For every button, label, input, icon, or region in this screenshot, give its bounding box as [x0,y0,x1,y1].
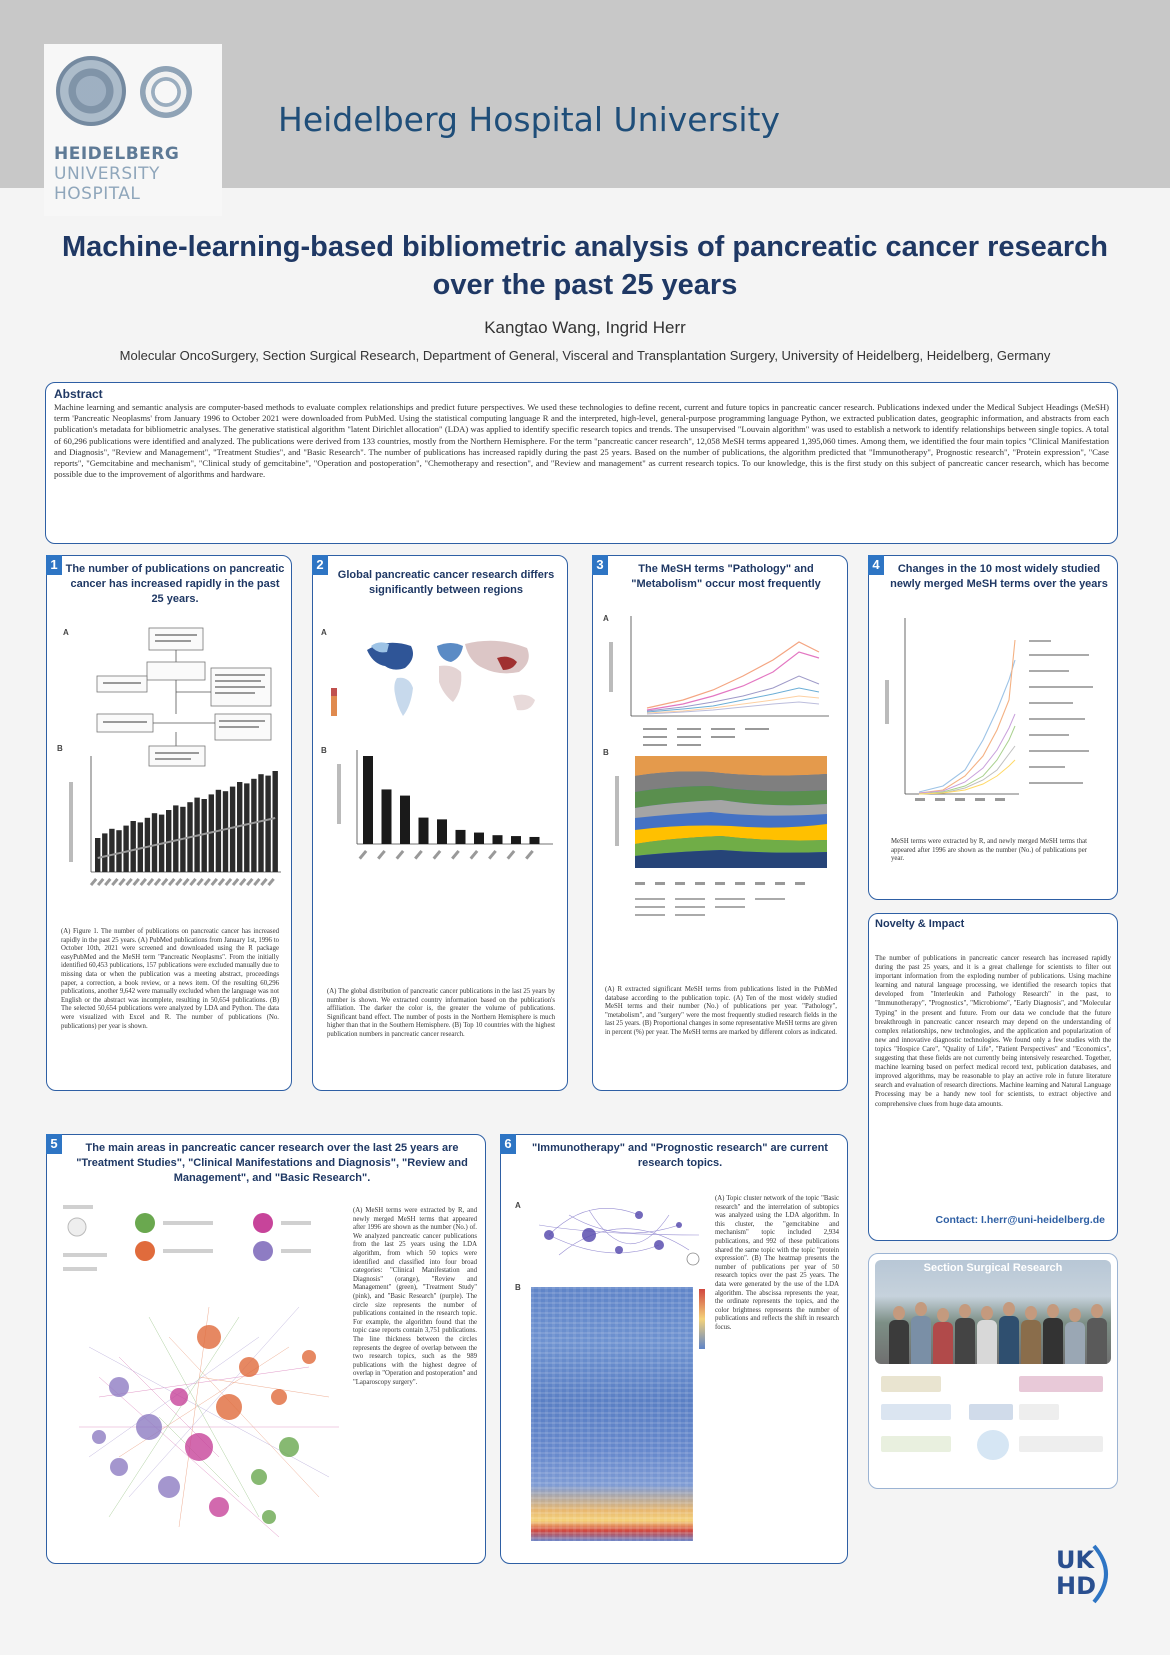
year-tick [90,878,97,886]
abstract-heading: Abstract [54,387,103,401]
group-photo [875,1260,1111,1364]
year-tick [260,878,267,886]
panel-title: The MeSH terms "Pathology" and "Metabolism" occur most frequently [631,563,821,590]
logo-wordmark: HEIDELBERG UNIVERSITY HOSPITAL [54,144,180,204]
sponsor-logo [881,1436,951,1452]
year-tick [253,878,260,886]
sponsor-logo [881,1376,941,1392]
abstract-box [45,382,1118,544]
country-bar [437,819,447,844]
year-bar [244,783,249,872]
year-tick [189,878,196,886]
year-tick [125,878,132,886]
contact-email: Contact: I.herr@uni-heidelberg.de [935,1214,1105,1226]
year-bar [273,771,278,872]
year-bar [102,833,107,872]
panel-publications-growth [46,555,292,1091]
country-bar [474,833,484,844]
country-bar [419,818,429,844]
panel-number: 1 [46,555,62,575]
figure-label: B [57,744,63,753]
country-bar [456,830,466,844]
panel-current-topics [500,1134,848,1564]
topic-heatmap [531,1287,693,1541]
mesh-terms-stacked-area-chart [611,756,837,932]
year-tick [154,878,161,886]
year-tick [111,878,118,886]
institution-name: Heidelberg Hospital University [278,100,780,139]
year-tick [140,878,147,886]
heatmap-colorbar [699,1289,705,1349]
year-bar [152,813,157,872]
dfg-logo [969,1404,1013,1420]
year-tick [168,878,175,886]
ukhd-logo: UK HD [1050,1540,1120,1610]
country-tick [507,850,516,860]
year-bar [265,776,270,872]
country-tick [359,850,368,860]
panel-title: Global pancreatic cancer research differs significantly between regions [337,569,555,596]
year-bar [131,821,136,872]
world-map-figure [327,632,557,732]
year-tick [203,878,210,886]
year-tick [118,878,125,886]
seal-icon [140,66,192,118]
sponsor-logo [881,1404,951,1420]
year-bar [95,838,100,872]
year-tick [232,878,239,886]
figure-label: A [603,614,609,623]
flowchart-figure [87,626,277,771]
panel-title: The main areas in pancreatic cancer research over the last 25 years are "Treatment Studies", "Clinical Manifestations and Diagnosis", "Review and Management", and "Basic Research". [76,1142,468,1184]
year-tick [175,878,182,886]
year-tick [225,878,232,886]
panel-caption: (A) The global distribution of pancreatic cancer publications in the last 25 years by number is shown. We extracted country information based on the publication's affiliation. The darker the color is, the greater the volume of publications. Significant band effect. The number of posts in the Northern Hemisphere is much higher than that in the Southern Hemisphere. (B) Top 10 countries with the highest publication numbers in pancreatic cancer research. [327,988,555,1038]
panel-caption: MeSH terms were extracted by R, and newly merged MeSH terms that appeared after 1996 are shown as the number (No.) of publications per year. [891,838,1087,863]
year-tick [161,878,168,886]
panel-number: 3 [592,555,608,575]
sponsor-logo [1019,1436,1103,1452]
panel-caption: (A) Topic cluster network of the topic "Basic research" and the interrelation of subtopics was analyzed using the LDA algorithm. In this cluster, the "gemcitabine and mechanism" topic included 2,934 publications, and 992 of these publications shared the same topic with the topic "protein expression". (B) The heatmap presents the number of publications per year of 50 research topics over the past 25 years. The data were generated by the use of the LDA algorithm. The abscissa represents the year, the ordinate represents the topics, and the color brightness represents the number of publications and reflects the shift in research focus. [715,1195,839,1331]
year-tick [147,878,154,886]
country-bar [400,796,410,844]
authors: Kangtao Wang, Ingrid Herr [484,318,686,337]
panel-caption: (A) R extracted significant MeSH terms from publications listed in the PubMed database according to the publication topic. (A) Ten of the most widely studied MeSH terms and their number (No.) of publications per year. "Pathology", "metabolism", and "surgery" were the most frequently studied research fields in the last 25 years. (B) Proportional changes in some representative MeSH terms are given in percent (%) per year. The MeSH terms are marked by different colors as indicated. [605,986,837,1036]
photo-caption: Section Surgical Research [923,1262,1063,1274]
affiliation: Molecular OncoSurgery, Section Surgical Research, Department of General, Visceral and Transplantation Surgery, University of Heidelberg, Heidelberg, Germany [119,348,1051,363]
year-tick [211,878,218,886]
merged-mesh-line-chart [879,610,1111,820]
year-bar [202,799,207,872]
poster-title: Machine-learning-based bibliometric analysis of pancreatic cancer research over the past 25 years [61,231,1108,301]
figure-label: A [321,628,327,637]
topic-cluster-network [529,1195,709,1277]
mesh-terms-line-chart [603,612,839,752]
university-logo [44,44,222,216]
sponsor-logo [1019,1376,1103,1392]
year-tick [182,878,189,886]
panel-caption: (A) MeSH terms were extracted by R, and newly merged MeSH terms that appeared after 1996 are shown as the number (No.) of. We analyzed pancreatic cancer publications from the last 25 years using the LDA algorithm, from which 50 topics were identified and classified into four broad categories: "Clinical Manifestation and Diagnosis" (orange), "Review and Management" (green), "Treatment Study" (pink), and "Basic Research" (purple). The circle size represents the number of publications contained in the research topic. For example, the algorithm found that the topic case reports contain 3,751 publications. The line thickness between the circles represents the degree of overlap between the two research topics, such as the 989 publications with the highest degree of overlap in "Operation and postoperation" and "Laparoscopy surgery". [353,1207,477,1386]
panel-mesh-terms [592,555,848,1091]
year-tick [246,878,253,886]
year-bar [230,787,235,872]
year-bar [123,826,128,872]
year-bar [251,779,256,872]
country-tick [433,850,442,860]
year-bar [173,805,178,872]
country-tick [470,850,479,860]
sponsor-logo [1019,1404,1059,1420]
country-bar [493,835,503,844]
figure-label: B [321,746,327,755]
publications-per-year-chart [65,752,285,908]
group-sponsors-box [868,1253,1118,1489]
country-tick [396,850,405,860]
novelty-impact-box [868,913,1118,1241]
panel-number: 2 [312,555,328,575]
year-tick [239,878,246,886]
figure-label: B [515,1283,521,1292]
figure-label: B [603,748,609,757]
year-tick [97,878,104,886]
year-bar [258,774,263,872]
panel-regional-differences [312,555,568,1091]
year-bar [223,791,228,872]
panel-number: 5 [46,1134,62,1154]
novelty-text: The number of publications in pancreatic cancer research has increased rapidly during the past 25 years, and it is a great challenge for scientists to filter out important information from the exploding number of publications. Using machine learning and natural language processing, we identified the research topics that developed from "Interleukin and Pathology Research" in the past, to "Immunotherapy", "Prognostics", "Microbiome", "Early Diagnosis", and "Molecular Typing" in the present and future. From our data we conclude that the future breakthrough in pancreatic cancer research may depend on the understanding of complex relationships, new technologies, and the application and popularization of new and innovative diagnostic technologies. We found only a few studies with the topics "Hospice Care", "Quality of Life", "Patient Perspectives" and "Economics", suggesting that these fields are not currently being intensively researched. Together, machine learning based on perfect medical record text, publication databases, and improved algorithms, may be reasonable to play an active role in future literature search and evaluation of research directions. Machine learning and Natural Language Processing may be a handy new tool for scientists, to extract objective and comprehensive clues from huge data amounts. [875,955,1111,1108]
country-bar [382,789,392,844]
year-tick [196,878,203,886]
topic-network-figure [59,1197,345,1557]
seal-icon [56,56,126,126]
panel-merged-mesh-terms [868,555,1118,900]
figure-label: A [515,1201,521,1210]
novelty-heading: Novelty & Impact [875,918,965,930]
year-bar [109,829,114,872]
country-bar [511,836,521,844]
panel-number: 6 [500,1134,516,1154]
panel-caption: (A) Figure 1. The number of publications on pancreatic cancer has increased rapidly in the past 25 years. (A) PubMed publications from January 1st, 1996 to October 10th, 2021 were screened and downloaded using the R package easyPubMed and the MeSH term "Pancreatic Neoplasms". From the initially identified 60,453 publications, 157 publications were excluded manually due to missing data or when the publication was a meeting abstract, proceedings paper, a correction, a book review, or a news item. Of the resulting 60,296 publications, another 9,642 were manually excluded when the language was not English or the abstract was incomplete, resulting in 50,654 publications. (B) The selected 50,654 publications were analyzed by LDA and Python. The data were visualized with Excel and R. The number of publications (No. publications) per year is shown. [61,928,279,1030]
panel-main-research-areas [46,1134,486,1564]
country-bar [530,837,540,844]
abstract-text: Machine learning and semantic analysis are computer-based methods to evaluate complex relationships and predict future perspectives. We used these technologies to define recent, current and future topics in pancreatic cancer research. Publications indexed under the Medical Subject Headings (MeSH) term 'Pancreatic Neoplasms' from January 1996 to October 2021 were downloaded from PubMed. Using the statistical computing language R and the interpreted, high-level, general-purpose programming language Python, we extracted publication dates, geographic information, and abstracts from each publication's metadata for bibliometric analyses. The generative statistical algorithm "latent Dirichlet allocation" (LDA) was applied to identify specific research topics and trends. The unsupervised "Louvain algorithm" was used to establish a network to identify relationships between single topics. A total of 60,296 publications were identified and analyzed. The publications were derived from 133 countries, mostly from the Northern Hemisphere. For the term "pancreatic cancer research", 12,058 MeSH terms appeared 1,395,060 times. Among them, we identified the four main topics "Clinical Manifestation and Diagnosis", "Review and Management", "Treatment Studies", and "Basic Research". The number of publications has increased rapidly during the past 25 years. Based on the number of publications, the algorithm predicted that "Immunotherapy", Prognostic research", "Protein expression", "Case reports", "Gemcitabine and mechanism", "Clinical study of gemcitabine", "Operation and postoperation", "Chemotherapy and resection", and "Review and management" as current research topics. To our knowledge, this is the first study on this subject of pancreatic cancer research, which has become possible due to the improvement of algorithms and hardware. [54,402,1109,480]
country-tick [414,850,423,860]
year-tick [132,878,139,886]
year-tick [104,878,111,886]
country-bar [363,756,373,844]
country-tick [377,850,386,860]
year-bar [116,830,121,872]
country-tick [525,850,534,860]
top-countries-chart [323,744,559,884]
panel-title: The number of publications on pancreatic cancer has increased rapidly in the past 25 years. [65,563,285,605]
sponsor-seal-icon [977,1430,1009,1460]
country-tick [451,850,460,860]
country-tick [488,850,497,860]
year-tick [267,878,274,886]
year-bar [145,818,150,872]
year-tick [218,878,225,886]
panel-number: 4 [868,555,884,575]
panel-title: "Immunotherapy" and "Prognostic research" are current research topics. [532,1142,828,1169]
figure-label: A [63,628,69,637]
panel-title: Changes in the 10 most widely studied newly merged MeSH terms over the years [890,563,1108,590]
